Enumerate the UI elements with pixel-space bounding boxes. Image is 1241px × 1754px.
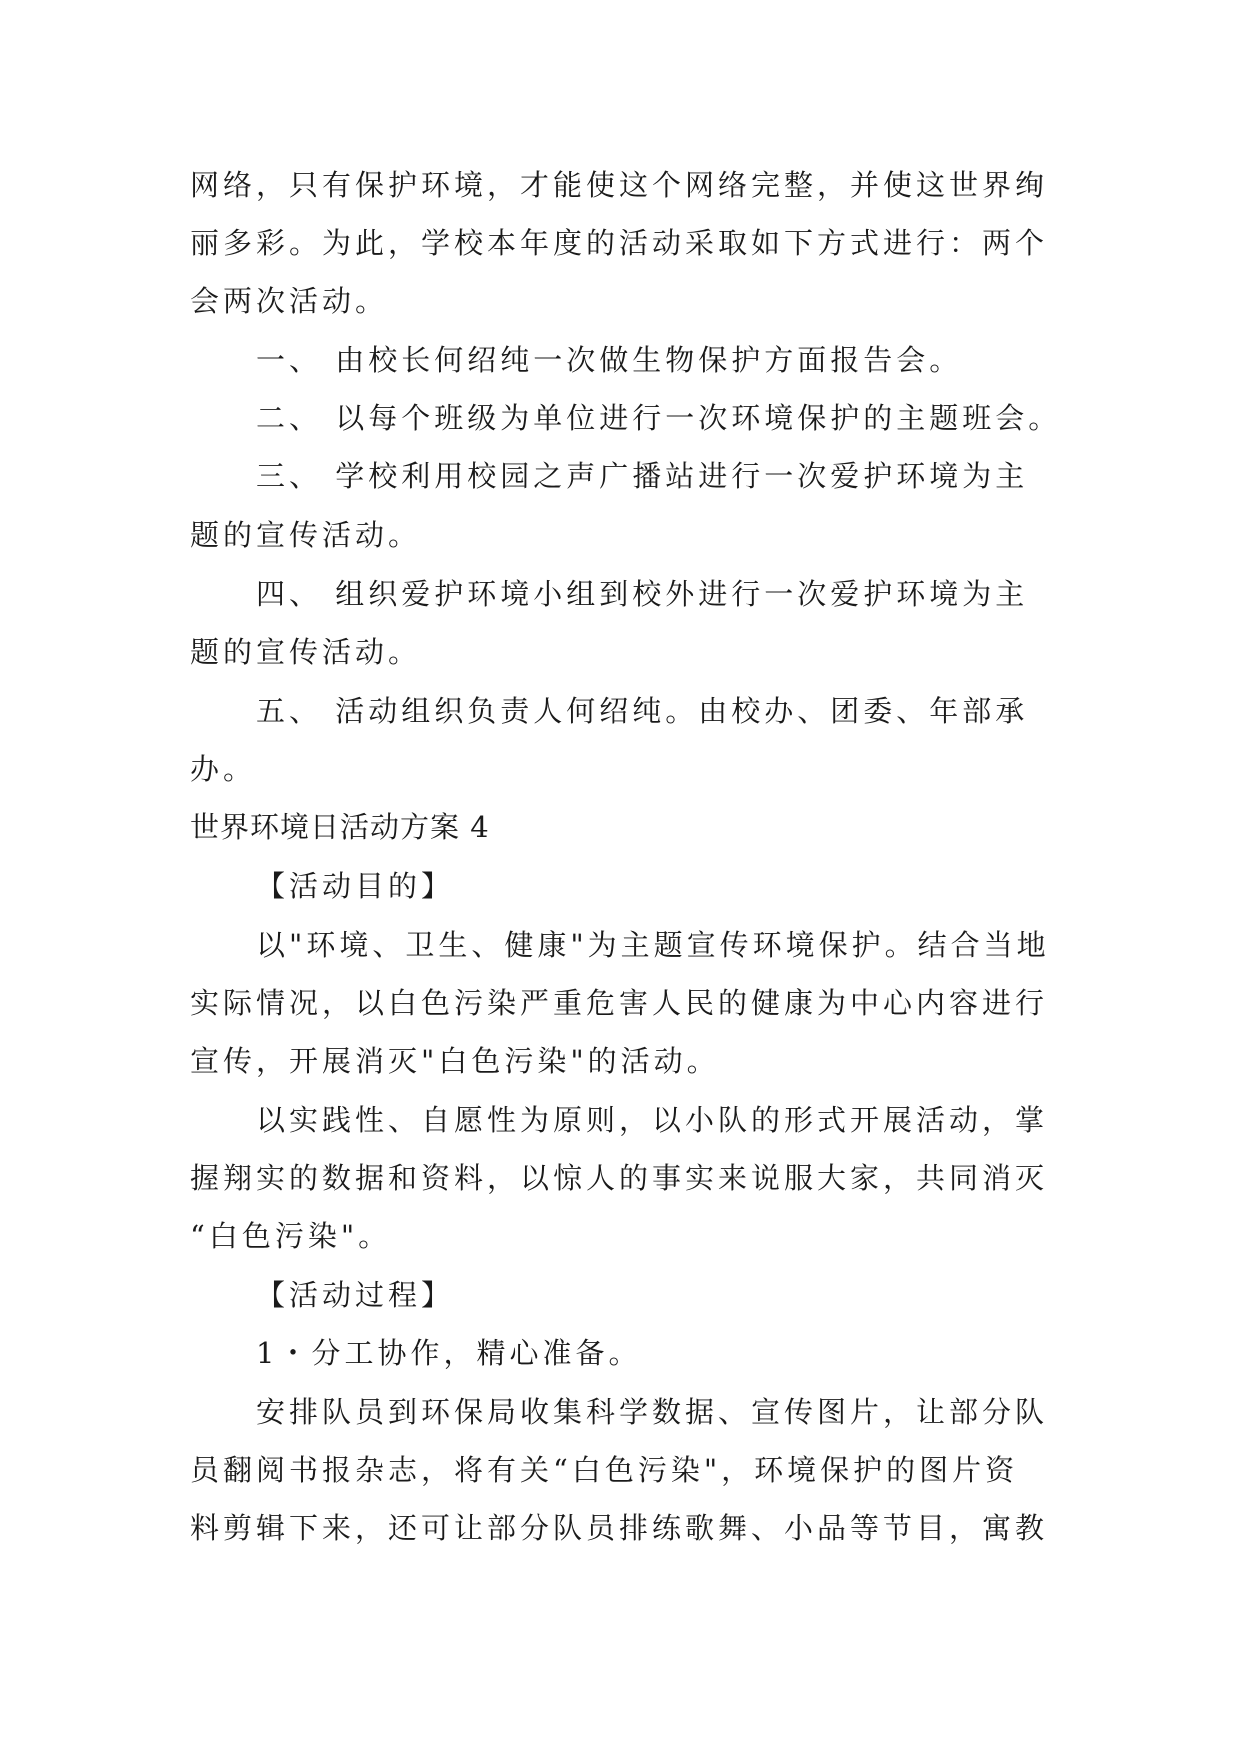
paragraph-line: 丽多彩。为此，学校本年度的活动采取如下方式进行：两个: [190, 226, 1049, 260]
paragraph-line: 会两次活动。: [190, 284, 389, 318]
paragraph-line: 宣传，开展消灭"白色污染"的活动。: [190, 1044, 720, 1078]
paragraph-line: 握翔实的数据和资料，以惊人的事实来说服大家，共同消灭: [190, 1161, 1049, 1195]
list-item: 三、 学校利用校园之声广播站进行一次爱护环境为主: [256, 459, 1029, 493]
paragraph-line: 题的宣传活动。: [190, 518, 422, 552]
paragraph-line: 以"环境、卫生、健康"为主题宣传环境保护。结合当地: [256, 928, 1050, 962]
section-heading: 世界环境日活动方案 4: [190, 810, 490, 844]
paragraph-line: 网络，只有保护环境，才能使这个网络完整，并使这世界绚: [190, 168, 1049, 202]
paragraph-line: 以实践性、自愿性为原则，以小队的形式开展活动，掌: [256, 1103, 1049, 1137]
paragraph-line: “白色污染"。: [190, 1219, 392, 1253]
paragraph-line: 实际情况，以白色污染严重危害人民的健康为中心内容进行: [190, 986, 1049, 1020]
subheading: 【活动目的】: [256, 869, 455, 903]
paragraph-line: 员翻阅书报杂志，将有关“白色污染"，环境保护的图片资: [190, 1453, 1019, 1487]
list-item: 一、 由校长何绍纯一次做生物保护方面报告会。: [256, 343, 963, 377]
paragraph-line: 题的宣传活动。: [190, 635, 422, 669]
paragraph-line: 办。: [190, 752, 257, 786]
list-item: 五、 活动组织负责人何绍纯。由校办、团委、年部承: [256, 694, 1029, 728]
list-item: 二、 以每个班级为单位进行一次环境保护的主题班会。: [256, 401, 1062, 435]
subheading: 【活动过程】: [256, 1278, 455, 1312]
paragraph-line: 安排队员到环保局收集科学数据、宣传图片，让部分队: [256, 1395, 1049, 1429]
list-item: 四、 组织爱护环境小组到校外进行一次爱护环境为主: [256, 577, 1029, 611]
paragraph-line: 1・分工协作，精心准备。: [256, 1336, 642, 1370]
paragraph-line: 料剪辑下来，还可让部分队员排练歌舞、小品等节目，寓教: [190, 1511, 1049, 1545]
